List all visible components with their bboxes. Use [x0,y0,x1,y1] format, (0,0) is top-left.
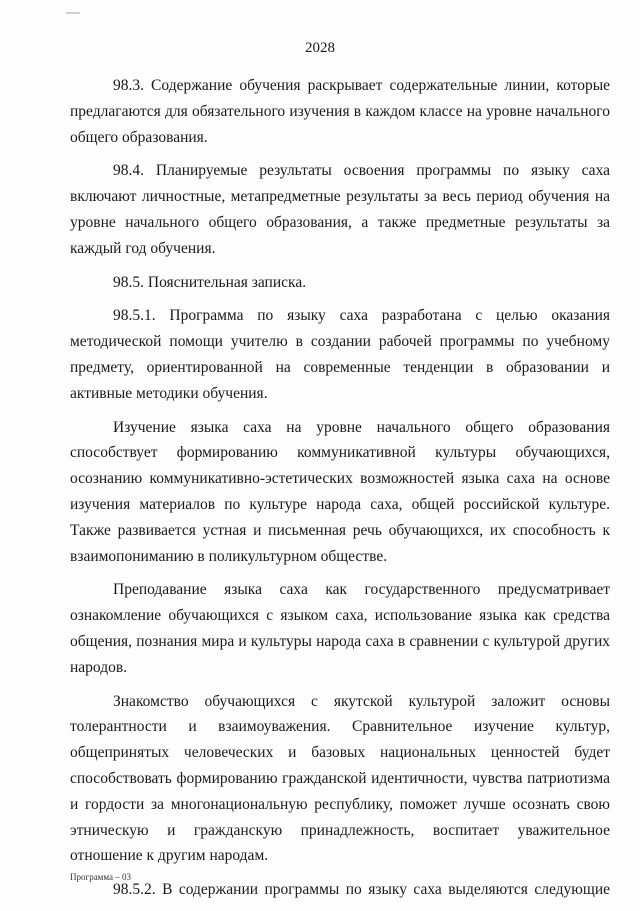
paragraph-98-3: 98.3. Содержание обучения раскрывает содержательные линии, которые предлагаются для обязательного изучения в каждом классе на уровне начального общего образования. [70,77,610,146]
paragraph-98-5-2: 98.5.2. В содержании программы по языку саха выделяются следующие [113,881,610,899]
paragraph-98-4: 98.4. Планируемые результаты освоения программы по языку саха включают личностные, метапредметные результаты за весь период обучения на уровне начального общего образования, а также предметные результаты за каждый год обучения. [70,162,610,257]
paragraph-culture-acquaintance: Знакомство обучающихся с якутской культурой заложит основы толерантности и взаимоуважения. Сравнительное изучение культур, общепринятых человеческих и базовых национальных ценностей будет способствовать формированию гражданской идентичности, чувства патриотизма и гордости за многонациональную республику, поможет лучше осознать свою этническую и гражданскую принадлежность, воспитает уважительное отношение к другим народам. [70,692,610,865]
paragraph-study-language: Изучение языка саха на уровне начального общего образования способствует формированию коммуникативной культуры обучающихся, осознанию коммуникативно-эстетических возможностей языка саха на основе изучения материалов по культуре народа саха, общей российской культуре. Также развивается устная и письменная речь обучающихся, их способность к взаимопониманию в поликультурном обществе. [70,418,610,565]
scan-artifact [66,12,80,14]
paragraph-98-5-1: 98.5.1. Программа по языку саха разработана с целью оказания методической помощи учителю в создании рабочей программы по учебному предмету, ориентированной на современные тенденции в образовании и активные методики обучения. [70,307,610,402]
footer-label: Программа – 03 [70,872,132,882]
paragraph-98-5-heading: 98.5. Пояснительная записка. [113,273,307,291]
page-number: 2028 [305,40,335,56]
document-body [70,73,610,911]
paragraph-teaching-language: Преподавание языка саха как государственного предусматривает ознакомление обучающихся с языком саха, использование языка как средства общения, познания мира и культуры народа саха в сравнении с культурой других народов. [70,581,610,676]
